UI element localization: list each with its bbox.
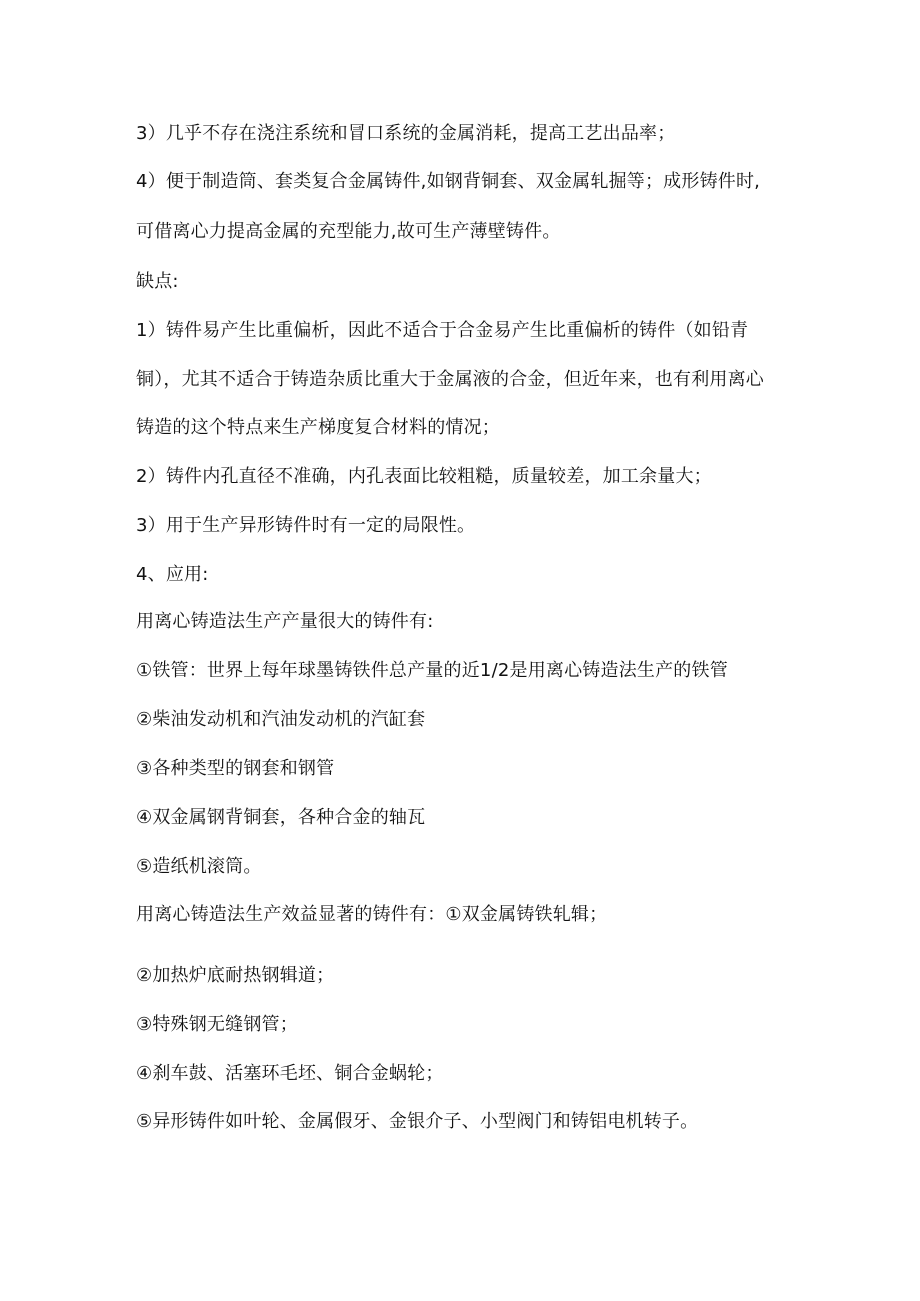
text-line-disadvantage-1: 1）铸件易产生比重偏析，因此不适合于合金易产生比重偏析的铸件（如铅青 xyxy=(136,320,749,341)
list-item-high-volume-1: ①铁管：世界上每年球墨铸铁件总产量的近1/2是用离心铸造法生产的铁管 xyxy=(136,660,728,681)
heading-disadvantages: 缺点: xyxy=(136,271,179,292)
text-line-advantage-4-cont: 可借离心力提高金属的充型能力,故可生产薄壁铸件。 xyxy=(136,221,561,242)
text-line-high-benefit-intro: 用离心铸造法生产效益显著的铸件有：①双金属铸铁轧辑； xyxy=(136,904,608,925)
text-line-disadvantage-3: 3）用于生产异形铸件时有一定的局限性。 xyxy=(136,515,476,536)
list-item-high-volume-4: ④双金属钢背铜套，各种合金的轴瓦 xyxy=(136,807,426,828)
text-line-advantage-3: 3）几乎不存在浇注系统和冒口系统的金属消耗，提高工艺出品率； xyxy=(136,123,676,144)
list-item-high-benefit-2: ②加热炉底耐热钢辑道； xyxy=(136,965,335,986)
list-item-high-benefit-3: ③特殊钢无缝钢管； xyxy=(136,1014,298,1035)
text-line-disadvantage-1-cont2: 铸造的这个特点来生产梯度复合材料的情况； xyxy=(136,417,500,438)
text-line-disadvantage-1-cont: 铜），尤其不适合于铸造杂质比重大于金属液的合金，但近年来，也有利用离心 xyxy=(136,369,764,390)
text-line-high-volume-intro: 用离心铸造法生产产量很大的铸件有: xyxy=(136,611,434,632)
list-item-high-volume-2: ②柴油发动机和汽油发动机的汽缸套 xyxy=(136,709,426,730)
list-item-high-benefit-5: ⑤异形铸件如叶轮、金属假牙、金银介子、小型阀门和铸铝电机转子。 xyxy=(136,1111,699,1132)
text-line-advantage-4: 4）便于制造筒、套类复合金属铸件,如钢背铜套、双金属轧掘等；成形铸件时, xyxy=(136,171,761,192)
list-item-high-volume-3: ③各种类型的钢套和钢管 xyxy=(136,758,335,779)
list-item-high-volume-5: ⑤造纸机滚筒。 xyxy=(136,856,262,877)
text-line-disadvantage-2: 2）铸件内孔直径不准确，内孔表面比较粗糙，质量较差，加工余量大； xyxy=(136,466,712,487)
heading-application: 4、应用: xyxy=(136,564,209,585)
list-item-high-benefit-4: ④刹车鼓、活塞环毛坯、铜合金蜗轮； xyxy=(136,1063,444,1084)
